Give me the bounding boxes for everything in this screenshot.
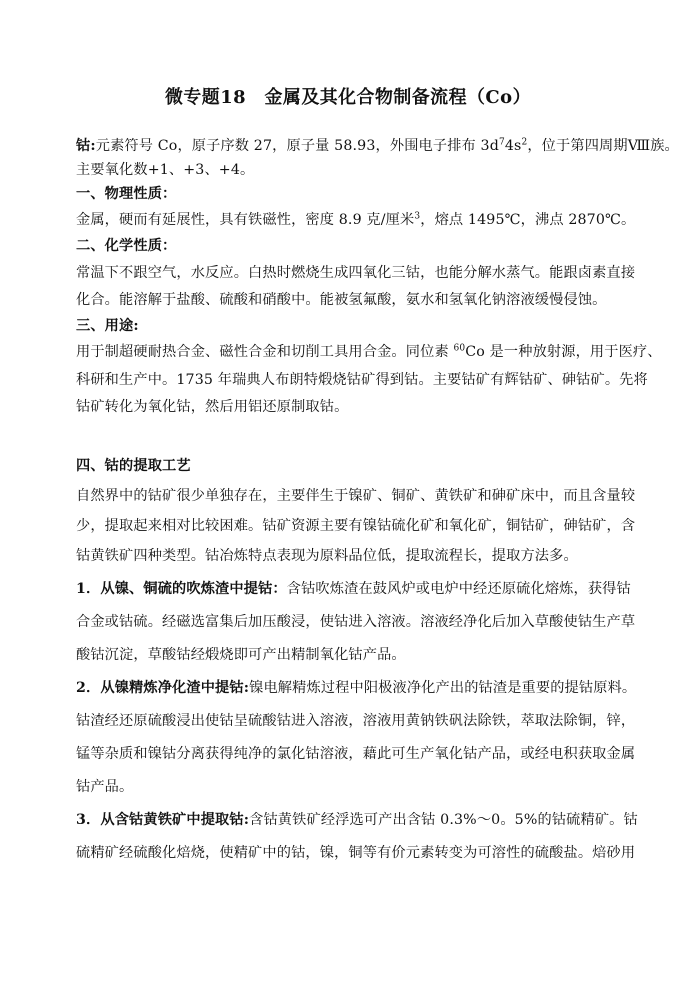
intro-text: ，位于第四周期Ⅷ族。: [527, 138, 679, 154]
chemical-line-2: 化合。能溶解于盐酸、硫酸和硝酸中。能被氢氟酸，氨水和氢氧化钠溶液缓慢侵蚀。: [76, 292, 607, 308]
item2-line-3: 锰等杂质和镍钴分离获得纯净的氯化钴溶液，藉此可生产氧化钴产品，或经电积获取金属: [76, 746, 636, 762]
item3-line-2: 硫精矿经硫酸化焙烧，使精矿中的钴，镍，铜等有价元素转变为可溶性的硫酸盐。焙砂用: [76, 845, 636, 861]
extraction-para-line-1: 自然界中的钴矿很少单独存在，主要伴生于镍矿、铜矿、黄铁矿和砷矿床中，而且含量较: [76, 488, 636, 504]
item3-line-1: [76, 810, 638, 830]
body-text: ，熔点 1495℃，沸点 2870℃。: [420, 212, 636, 228]
intro-text: 4s: [504, 138, 522, 154]
superscript: 60: [453, 343, 466, 354]
superscript: 7: [498, 137, 505, 148]
body-text: 含钴黄铁矿经浮选可产出含钴 0.3%～0。5%的钴硫精矿。钴: [249, 812, 638, 828]
extraction-para-line-3: 钴黄铁矿四种类型。钴冶炼特点表现为原料品位低，提取流程长，提取方法多。: [76, 548, 578, 564]
intro-label: 钴:: [76, 138, 96, 154]
superscript: 3: [414, 211, 421, 222]
intro-line-2: 主要氧化数+1、+3、+4。: [76, 162, 255, 178]
body-text: 金属，硬而有延展性，具有铁磁性，密度 8.9 克/厘米: [76, 212, 415, 228]
section-heading-extraction: 四、钴的提取工艺: [76, 458, 191, 474]
body-text: 镍电解精炼过程中阳极液净化产出的钴渣是重要的提钴原料。: [249, 680, 637, 696]
section-heading-physical: 一、物理性质：: [76, 186, 177, 202]
item3-heading: 3．从含钴黄铁矿中提取钴:: [76, 812, 250, 828]
intro-line-1: [76, 136, 679, 156]
item1-line-2: 合金或钴硫。经磁选富集后加压酸浸，使钴进入溶液。溶液经净化后加入草酸使钴生产草: [76, 614, 636, 630]
uses-line-2: 科研和生产中。1735 年瑞典人布朗特煅烧钴矿得到钴。主要钴矿有辉钴矿、砷钴矿。先将: [76, 372, 648, 388]
body-text: Co 是一种放射源，用于医疗、: [465, 344, 662, 360]
section-heading-chemical: 二、化学性质：: [76, 238, 177, 254]
uses-line-1: [76, 342, 662, 362]
page-title: 微专题18 金属及其化合物制备流程（Co）: [164, 87, 532, 108]
item2-heading: 2．从镍精炼净化渣中提钴:: [76, 680, 250, 696]
item1-line-3: 酸钴沉淀，草酸钴经煅烧即可产出精制氧化钴产品。: [76, 647, 406, 663]
item1-heading: 1．从镍、铜硫的吹炼渣中提钴：: [76, 581, 287, 597]
intro-text: 元素符号 Co，原子序数 27，原子量 58.93，外围电子排布 3d: [95, 138, 499, 154]
uses-line-3: 钴矿转化为氧化钴，然后用铝还原制取钴。: [76, 399, 349, 415]
chemical-line-1: 常温下不跟空气，水反应。白热时燃烧生成四氧化三钴，也能分解水蒸气。能跟卤素直接: [76, 265, 636, 281]
body-text: 用于制超硬耐热合金、磁性合金和切削工具用合金。同位素: [76, 344, 454, 360]
extraction-para-line-2: 少，提取起来相对比较困难。钴矿资源主要有镍钴硫化矿和氧化矿，铜钴矿，砷钴矿，含: [76, 518, 636, 534]
item2-line-2: 钴渣经还原硫酸浸出使钴呈硫酸钴进入溶液，溶液用黄钠铁矾法除铁，萃取法除铜，锌，: [76, 713, 636, 729]
item2-line-4: 钴产品。: [76, 779, 134, 795]
superscript: 2: [521, 137, 528, 148]
section-heading-uses: 三、用途:: [76, 318, 139, 334]
item1-line-1: [76, 579, 631, 599]
item2-line-1: [76, 678, 636, 698]
physical-line-1: [76, 210, 635, 230]
body-text: 含钴吹炼渣在鼓风炉或电炉中经还原硫化熔炼，获得钴: [286, 581, 631, 597]
